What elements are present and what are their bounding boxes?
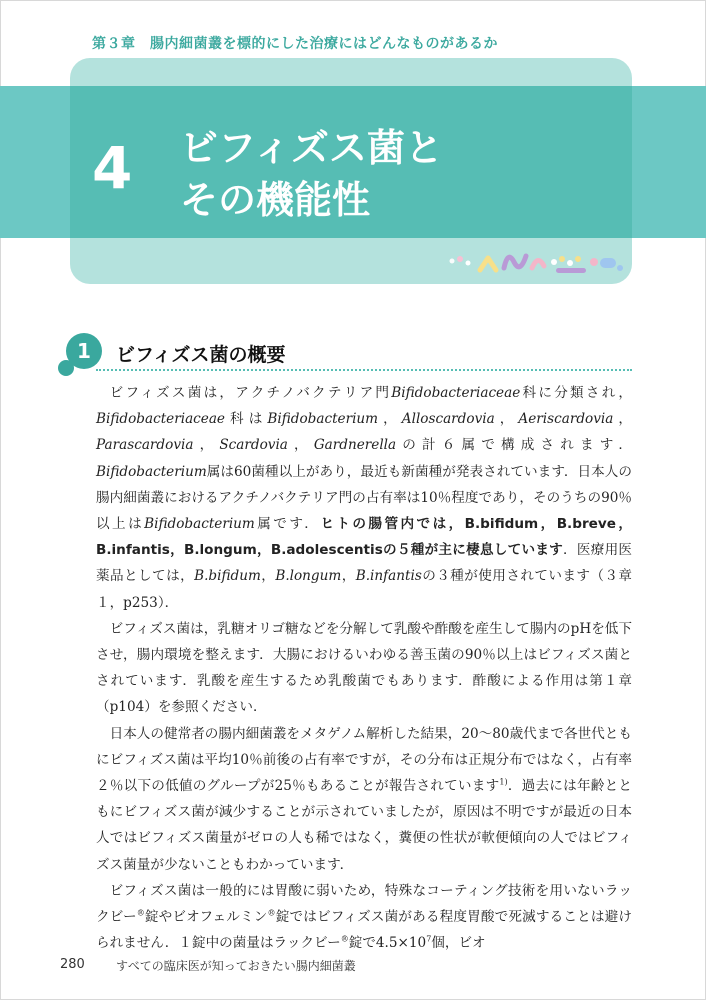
emphasis-text: ヒトの腸管内では，B.bifidum，B.breve，B.infantis，B.longum，B.adolescentisの５種が主に棲息しています — [96, 516, 632, 559]
body-text — [96, 380, 632, 956]
section-divider — [96, 369, 632, 371]
section-badge: 1 — [66, 333, 102, 369]
page-title-line2: その機能性 — [180, 178, 371, 222]
bacteria-decoration-icon — [446, 244, 626, 278]
page-title — [180, 122, 443, 226]
paragraph-4: ビフィズス菌は一般的には胃酸に弱いため，特殊なコーティング技術を用いないラックビー®錠やビオフェルミン®錠ではビフィズス菌がある程度胃酸で死滅することは避けられません．１錠中の菌量はラックビー®錠で$4.5\times 10^7$個，ビオ — [96, 882, 632, 952]
reference-marker: 1) — [499, 777, 508, 787]
page-title-line1: ビフィズス菌と — [180, 126, 443, 170]
paragraph-1: ビフィズス菌は，アクチノバクテリア門Bifidobacteriaceae科に分類され，Bifidobacteriaceae科はBifidobacterium，Alloscardovia，Aeriscardovia，Parascardovia，Scardovia，Gardnerellaの計６属で構成されます．Bifidobacterium属は60菌種以上があり，最近も新菌種が発表されています．日本人の腸内細菌叢におけるアクチノバクテリア門の占有率は10％程度であり，そのうちの90％以上はBifidobacterium属です．ヒトの腸管内では，B.bifidum，B.breve，B.infantis，B.longum，B.adolescentisの５種が主に棲息しています．医療用医薬品としては，B.bifidum，B.longum，B.infantisの３種が使用されています（３章１，p253）． — [96, 385, 633, 611]
section-title: ビフィズス菌の概要 — [116, 344, 286, 366]
page-number: 280 — [60, 957, 85, 972]
section-badge-dot — [58, 360, 74, 376]
paragraph-2: ビフィズス菌は，乳糖オリゴ糖などを分解して乳酸や酢酸を産生して腸内のpHを低下させ，腸内環境を整えます．大腸におけるいわゆる善玉菌の90％以上はビフィズス菌とされています．乳酸を産生するため乳酸菌でもあります．酢酸による作用は第１章（p104）を参照ください． — [96, 620, 632, 716]
chapter-heading: 第３章 腸内細菌叢を標的にした治療にはどんなものがあるか — [92, 36, 498, 52]
paragraph-3: 日本人の健常者の腸内細菌叢をメタゲノム解析した結果，20～80歳代まで各世代ともにビフィズス菌は平均10％前後の占有率ですが，その分布は正規分布ではなく，占有率２％以下の低値のグループが25％もあることが報告されています$^{1)}$．過去には年齢とともにビフィズス菌が減少することが示されていましたが，原因は不明ですが最近の日本人ではビフィズス菌量がゼロの人も稀ではなく，糞便の性状が軟便傾向の人ではビフィズス菌量が少ないこともわかっています． — [96, 725, 633, 873]
book-title: すべての臨床医が知っておきたい腸内細菌叢 — [116, 959, 356, 973]
section-number: 4 — [92, 134, 133, 202]
